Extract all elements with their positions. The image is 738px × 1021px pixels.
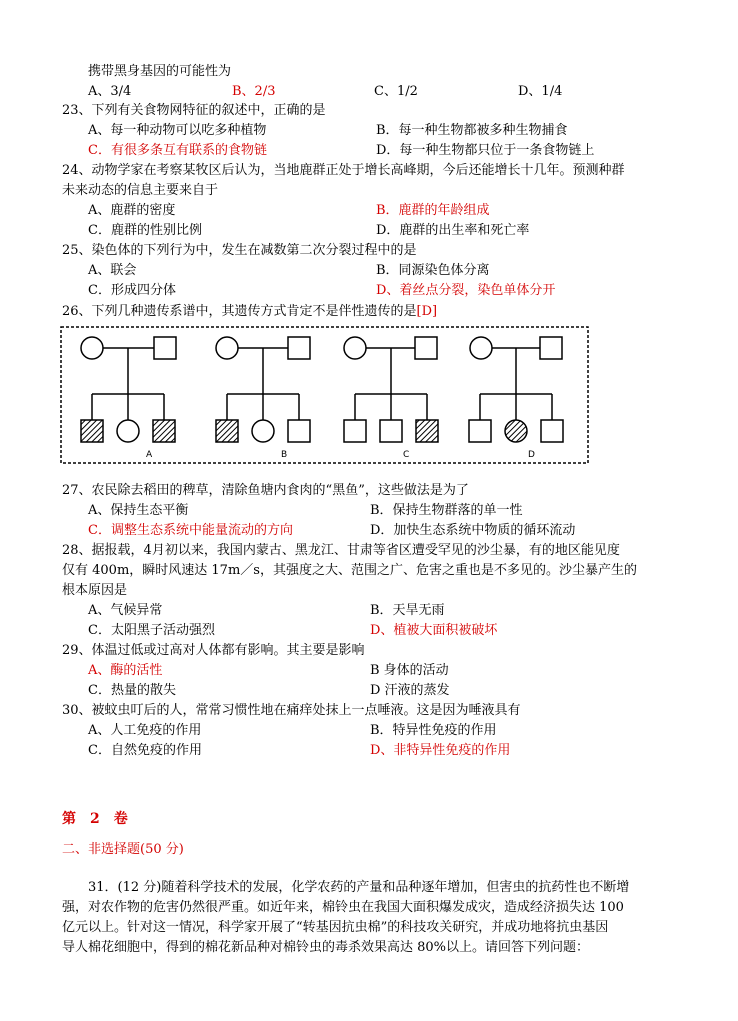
q30-stem: 30、被蚊虫叮后的人，常常习惯性地在痛痒处抹上一点唾液。这是因为唾液具有 [62,703,521,718]
q26-stem [62,304,437,320]
q29-option-b: B 身体的活动 [370,663,449,678]
pedigree-b-father [288,337,310,359]
pedigree-diagrams [60,326,590,466]
pedigree-a-daughter [117,420,139,442]
q25-option-a: A、联会 [88,263,137,278]
q25-option-b: B．同源染色体分离 [376,263,490,278]
q28-stem-line2: 仅有 400m，瞬时风速达 17m／s，其强度之大、范围之广、危害之重也是不多见的。沙尘暴产生的 [62,563,637,578]
q30-option-a: A、人工免疫的作用 [88,723,202,738]
section-2-heading: 二、非选择题(50 分) [62,842,184,857]
q24-option-c: C．鹿群的性别比例 [88,223,202,238]
pedigree-a-father [154,337,176,359]
q28-option-d-answer: D、植被大面积被破坏 [370,623,498,638]
q31-line4: 导人棉花细胞中，得到的棉花新品种对棉铃虫的毒杀效果高达 80%以上。请回答下列问题： [62,940,590,955]
q30-option-c: C．自然免疫的作用 [88,743,202,758]
pedigree-d-son-2 [541,420,563,442]
q26-answer: [D] [416,304,438,319]
pedigree-a-affected-son-1 [81,420,103,442]
q23-option-b: B．每一种生物都被多种生物捕食 [376,123,568,138]
q27-stem: 27、农民除去稻田的稗草，清除鱼塘内食肉的“黑鱼”，这些做法是为了 [62,483,469,498]
q26-stem-text: 26、下列几种遗传系谱中，其遗传方式肯定不是伴性遗传的是 [62,304,417,319]
q29-stem: 29、体温过低或过高对人体都有影响。其主要是影响 [62,643,365,658]
q27-option-c-answer: C．调整生态系统中能量流动的方向 [88,523,293,538]
q23-option-a: A、每一种动物可以吃多种植物 [88,123,267,138]
pedigree-c [344,337,438,460]
pedigree-c-label: C [403,450,410,460]
q22-option-c: C、1/2 [374,84,418,99]
q29-option-c: C．热量的散失 [88,683,176,698]
pedigree-c-son-1 [344,420,366,442]
q28-option-c: C．太阳黑子活动强烈 [88,623,215,638]
q24-stem-line2: 未来动态的信息主要来自于 [62,183,219,198]
q28-stem-line3: 根本原因是 [62,583,128,598]
pedigree-d-father [540,337,562,359]
pedigree-c-affected-son [416,420,438,442]
pedigree-figure [60,326,590,466]
pedigree-b-daughter [252,420,274,442]
pedigree-c-mother [344,337,366,359]
q22-option-d: D、1/4 [518,84,563,99]
q31-line1: 31．(12 分)随着科学技术的发展，化学农药的产量和品种逐年增加，但害虫的抗药性也不断增 [88,880,630,895]
pedigree-a-label: A [146,450,153,460]
q24-option-d: D．鹿群的出生率和死亡率 [376,223,530,238]
q23-option-d: D．每一种生物都只位于一条食物链上 [376,143,595,158]
q25-option-c: C．形成四分体 [88,283,176,298]
q23-stem: 23、下列有关食物网特征的叙述中，正确的是 [62,103,326,118]
q24-option-b-answer: B．鹿群的年龄组成 [376,203,490,218]
pedigree-d-affected-daughter [505,420,527,442]
pedigree-d-label: D [528,450,535,460]
q25-option-d-answer: D、着丝点分裂，染色单体分开 [376,283,556,298]
q31-line2: 强，对农作物的危害仍然很严重。如近年来，棉铃虫在我国大面积爆发成灾，造成经济损失达 100 [62,900,624,915]
pedigree-a [81,337,176,460]
pedigree-c-father [415,337,437,359]
q28-stem-line1: 28、据报载，4月初以来，我国内蒙古、黑龙江、甘肃等省区遭受罕见的沙尘暴，有的地区能见度 [62,543,620,558]
q29-option-d: D 汗液的蒸发 [370,683,450,698]
q25-stem: 25、染色体的下列行为中，发生在减数第二次分裂过程中的是 [62,243,417,258]
pedigree-a-mother [81,337,103,359]
pedigree-c-son-2 [380,420,402,442]
q27-option-a: A、保持生态平衡 [88,503,189,518]
q30-option-b: B．特异性免疫的作用 [370,723,497,738]
pedigree-b [216,337,310,460]
pedigree-a-affected-son-2 [153,420,175,442]
q28-option-a: A、气候异常 [88,603,163,618]
pedigree-b-son [288,420,310,442]
q22-stem-cont: 携带黑身基因的可能性为 [88,64,232,79]
q27-option-d: D．加快生态系统中物质的循环流动 [370,523,576,538]
q30-option-d-answer: D、非特异性免疫的作用 [370,743,511,758]
volume-2-heading: 第 2 卷 [62,811,128,827]
q22-option-a: A、3/4 [88,84,132,99]
pedigree-d [469,337,563,460]
q22-option-b-answer: B、2/3 [232,84,276,99]
q27-option-b: B．保持生物群落的单一性 [370,503,523,518]
q31-line3: 亿元以上。针对这一情况，科学家开展了“转基因抗虫棉”的科技攻关研究，并成功地将抗虫基因 [62,920,609,935]
pedigree-d-mother [470,337,492,359]
q23-option-c-answer: C．有很多条互有联系的食物链 [88,143,267,158]
pedigree-b-affected-son [216,420,238,442]
pedigree-d-son-1 [469,420,491,442]
q24-stem-line1: 24、动物学家在考察某牧区后认为，当地鹿群正处于增长高峰期，今后还能增长十几年。预测种群 [62,163,625,178]
q28-option-b: B．天旱无雨 [370,603,445,618]
q24-option-a: A、鹿群的密度 [88,203,176,218]
pedigree-b-label: B [281,450,288,460]
pedigree-b-mother [216,337,238,359]
q29-option-a-answer: A、酶的活性 [88,663,163,678]
